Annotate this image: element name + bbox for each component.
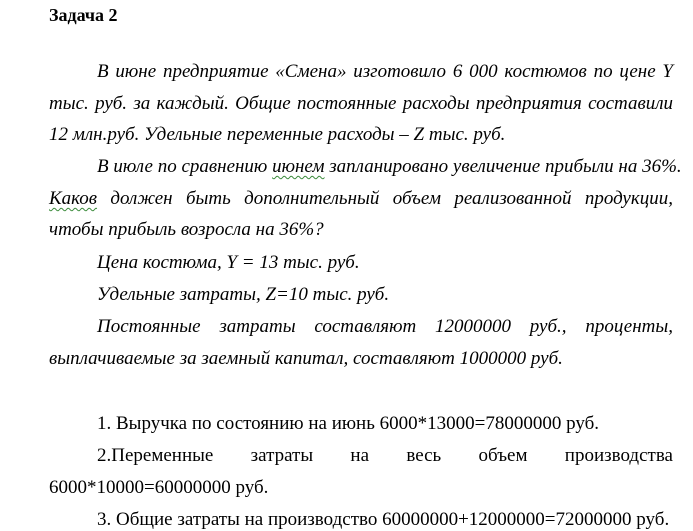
spellcheck-word-kakov: Каков [49, 188, 98, 209]
problem-p2-line1 [49, 156, 682, 178]
given-unit-costs: Удельные затраты, Z=10 тыс. руб. [97, 284, 390, 305]
problem-p2-line2 [49, 188, 673, 210]
problem-p1-line3: 12 млн.руб. Удельные переменные расходы – Z тыс. руб. [49, 124, 506, 145]
solution-step3: 3. Общие затраты на производство 60000000+12000000=72000000 руб. [97, 509, 670, 530]
problem-p2-line2-post: должен быть дополнительный объем реализованной продукции, [97, 188, 673, 209]
problem-p2-line1-pre: В июле по сравнению [97, 156, 273, 177]
solution-step1: 1. Выручка по состоянию на июнь 6000*13000=78000000 руб. [97, 413, 600, 434]
problem-p1-line2: тыс. руб. за каждый. Общие постоянные расходы предприятия составили [49, 93, 673, 114]
given-fixed-line2: выплачиваемые за заемный капитал, составляют 1000000 руб. [49, 348, 563, 369]
problem-p2-line1-post: запланировано увеличение прибыли на 36%. [324, 156, 682, 177]
solution-step2-line1: 2.Переменные затраты на весь объем производства [97, 445, 673, 466]
given-price: Цена костюма, Y = 13 тыс. руб. [97, 252, 360, 273]
task-title: Задача 2 [49, 5, 118, 25]
problem-p1-line1: В июне предприятие «Смена» изготовило 6 000 костюмов по цене Y [97, 61, 673, 82]
problem-p2-line3: чтобы прибыль возросла на 36%? [49, 219, 324, 240]
spellcheck-word-junem: июнем [272, 156, 325, 177]
solution-step2-line2: 6000*10000=60000000 руб. [49, 477, 269, 498]
given-fixed-line1: Постоянные затраты составляют 12000000 руб., проценты, [97, 316, 673, 337]
